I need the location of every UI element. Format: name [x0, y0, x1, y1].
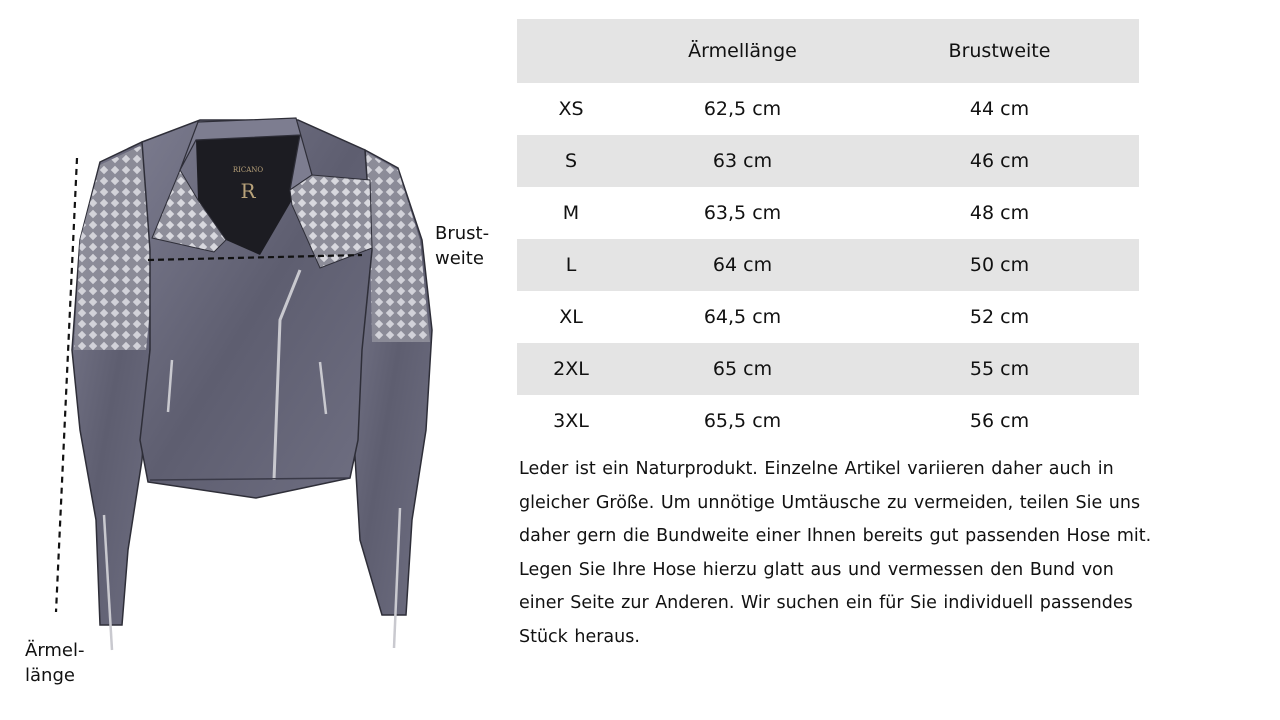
table-row: [517, 395, 1139, 447]
size-cell: 3XL: [553, 410, 589, 432]
care-note: Leder ist ein Naturprodukt. Einzelne Artikel variieren daher auch in gleicher Größe. Um unnötige Umtäusche zu vermeiden, teilen Sie uns daher gern die Bundweite einer Ihnen bereits gut passenden Hose mit. Legen Sie Ihre Hose hierzu glatt aus und vermessen den Bund von einer Seite zur Anderen. Wir suchen ein für Sie individuell passendes Stück heraus.: [519, 459, 1152, 647]
svg-text:R: R: [240, 179, 256, 203]
header-sleeve-length: Ärmellänge: [688, 40, 797, 62]
chest-width-cell: 55 cm: [969, 358, 1030, 380]
table-row: [517, 291, 1139, 343]
chest-width-cell: 50 cm: [969, 254, 1030, 276]
sleeve-length-label: [25, 638, 85, 688]
chest-width-cell: 44 cm: [969, 98, 1030, 120]
chest-width-cell: 56 cm: [969, 410, 1030, 432]
table-row: [517, 83, 1139, 135]
size-cell: XL: [559, 306, 583, 328]
sleeve-length-cell: 62,5 cm: [703, 98, 782, 120]
table-row: [517, 135, 1139, 187]
chest-width-label: [435, 221, 489, 271]
size-cell: L: [565, 254, 577, 276]
header-chest-width: Brustweite: [948, 40, 1051, 62]
size-cell: M: [562, 202, 580, 224]
sleeve-length-cell: 65,5 cm: [703, 410, 782, 432]
table-header-row: [517, 19, 1139, 83]
jacket-image: [0, 0, 510, 720]
left-shoulder-studs: [74, 145, 156, 350]
chest-width-cell: 48 cm: [969, 202, 1030, 224]
jacket-illustration: [0, 0, 510, 720]
sleeve-length-cell: 64,5 cm: [703, 306, 782, 328]
sleeve-length-cell: 64 cm: [712, 254, 773, 276]
chest-width-label-line2: weite: [435, 248, 484, 269]
sleeve-length-label-line2: länge: [25, 665, 75, 686]
chest-width-cell: 52 cm: [969, 306, 1030, 328]
sleeve-length-line: [56, 158, 77, 612]
sleeve-length-cell: 63,5 cm: [703, 202, 782, 224]
table-row: [517, 187, 1139, 239]
svg-text:RICANO: RICANO: [232, 166, 264, 174]
sleeve-length-cell: 65 cm: [712, 358, 773, 380]
size-cell: XS: [558, 98, 584, 120]
table-row: [517, 343, 1139, 395]
chest-width-label-line1: Brust-: [435, 223, 490, 244]
sleeve-length-label-line1: Ärmel-: [25, 640, 85, 661]
size-cell: 2XL: [553, 358, 589, 380]
right-shoulder-studs: [365, 152, 430, 342]
chest-width-cell: 46 cm: [969, 150, 1030, 172]
size-cell: S: [564, 150, 578, 172]
size-table: [517, 19, 1139, 447]
header-size: [517, 19, 625, 83]
sleeve-length-cell: 63 cm: [712, 150, 773, 172]
table-row: [517, 239, 1139, 291]
